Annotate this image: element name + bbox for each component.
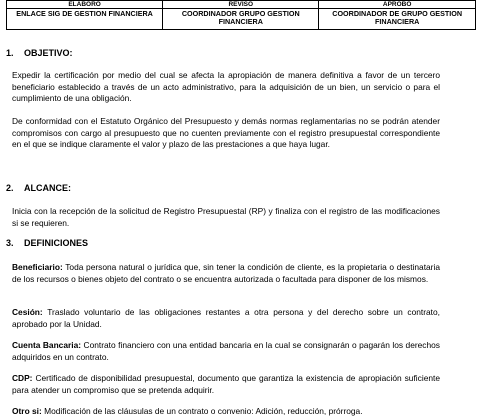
alcance-paragraph: Inicia con la recepción de la solicitud de Registro Presupuestal (RP) y finaliza con el registro de las modificaciones si se requieren. bbox=[12, 206, 440, 228]
definition-item: Cuenta Bancaria: Contrato financiero con una entidad bancaria en la cual se consignarán o pagarán los derechos adquiridos en un contrato. bbox=[12, 340, 440, 362]
signature-table bbox=[6, 0, 476, 30]
section-title: DEFINICIONES bbox=[24, 238, 89, 248]
reviso-header: REVISO bbox=[163, 1, 319, 9]
section-title: ALCANCE: bbox=[24, 183, 71, 193]
aprobo-name: COORDINADOR DE GRUPO GESTION FINANCIERA bbox=[319, 9, 476, 30]
objetivo-paragraph-1: Expedir la certificación por medio del cual se afecta la apropiación de manera definitiva a favor de un tercero beneficiario establecido a través de un acto administrativo, para la adquisición de un bien, un servicio o para el cumplimiento de una obligación. bbox=[12, 70, 440, 103]
section-definiciones-heading: 3. DEFINICIONES bbox=[6, 238, 89, 248]
reviso-name: COORDINADOR GRUPO GESTION FINANCIERA bbox=[163, 9, 319, 30]
definition-item: Beneficiario: Toda persona natural o jurídica que, sin tener la condición de cliente, es la propietaria o destinataria de los recursos o bienes objeto del contrato o se encuentra autorizada o facultada para disponer de los mismos. bbox=[12, 262, 440, 284]
elaboro-header: ELABORO bbox=[7, 1, 163, 9]
aprobo-header: APROBO bbox=[319, 1, 476, 9]
definition-item: CDP: Certificado de disponibilidad presupuestal, documento que garantiza la existencia de apropiación suficiente para atender un compromiso que se pretenda adquirir. bbox=[12, 373, 440, 395]
elaboro-name: ENLACE SIG DE GESTION FINANCIERA bbox=[7, 9, 163, 30]
objetivo-paragraph-2: De conformidad con el Estatuto Orgánico del Presupuesto y demás normas reglamentarias no se podrán atender compromisos con cargo al presupuesto que no cuenten previamente con el registro presupuestal correspondiente en el que se indique claramente el valor y plazo de las prestaciones a que haya lugar. bbox=[12, 116, 440, 149]
section-objetivo-heading: 1. OBJETIVO: bbox=[6, 48, 73, 58]
definition-item: Otro si: Modificación de las cláusulas de un contrato o convenio: Adición, reducción, prórroga. bbox=[12, 406, 363, 416]
definition-item: Cesión: Traslado voluntario de las obligaciones restantes a otra persona y del derecho sobre un contrato, aprobado por la Unidad. bbox=[12, 307, 440, 329]
section-title: OBJETIVO: bbox=[24, 48, 73, 58]
section-alcance-heading: 2. ALCANCE: bbox=[6, 183, 71, 193]
